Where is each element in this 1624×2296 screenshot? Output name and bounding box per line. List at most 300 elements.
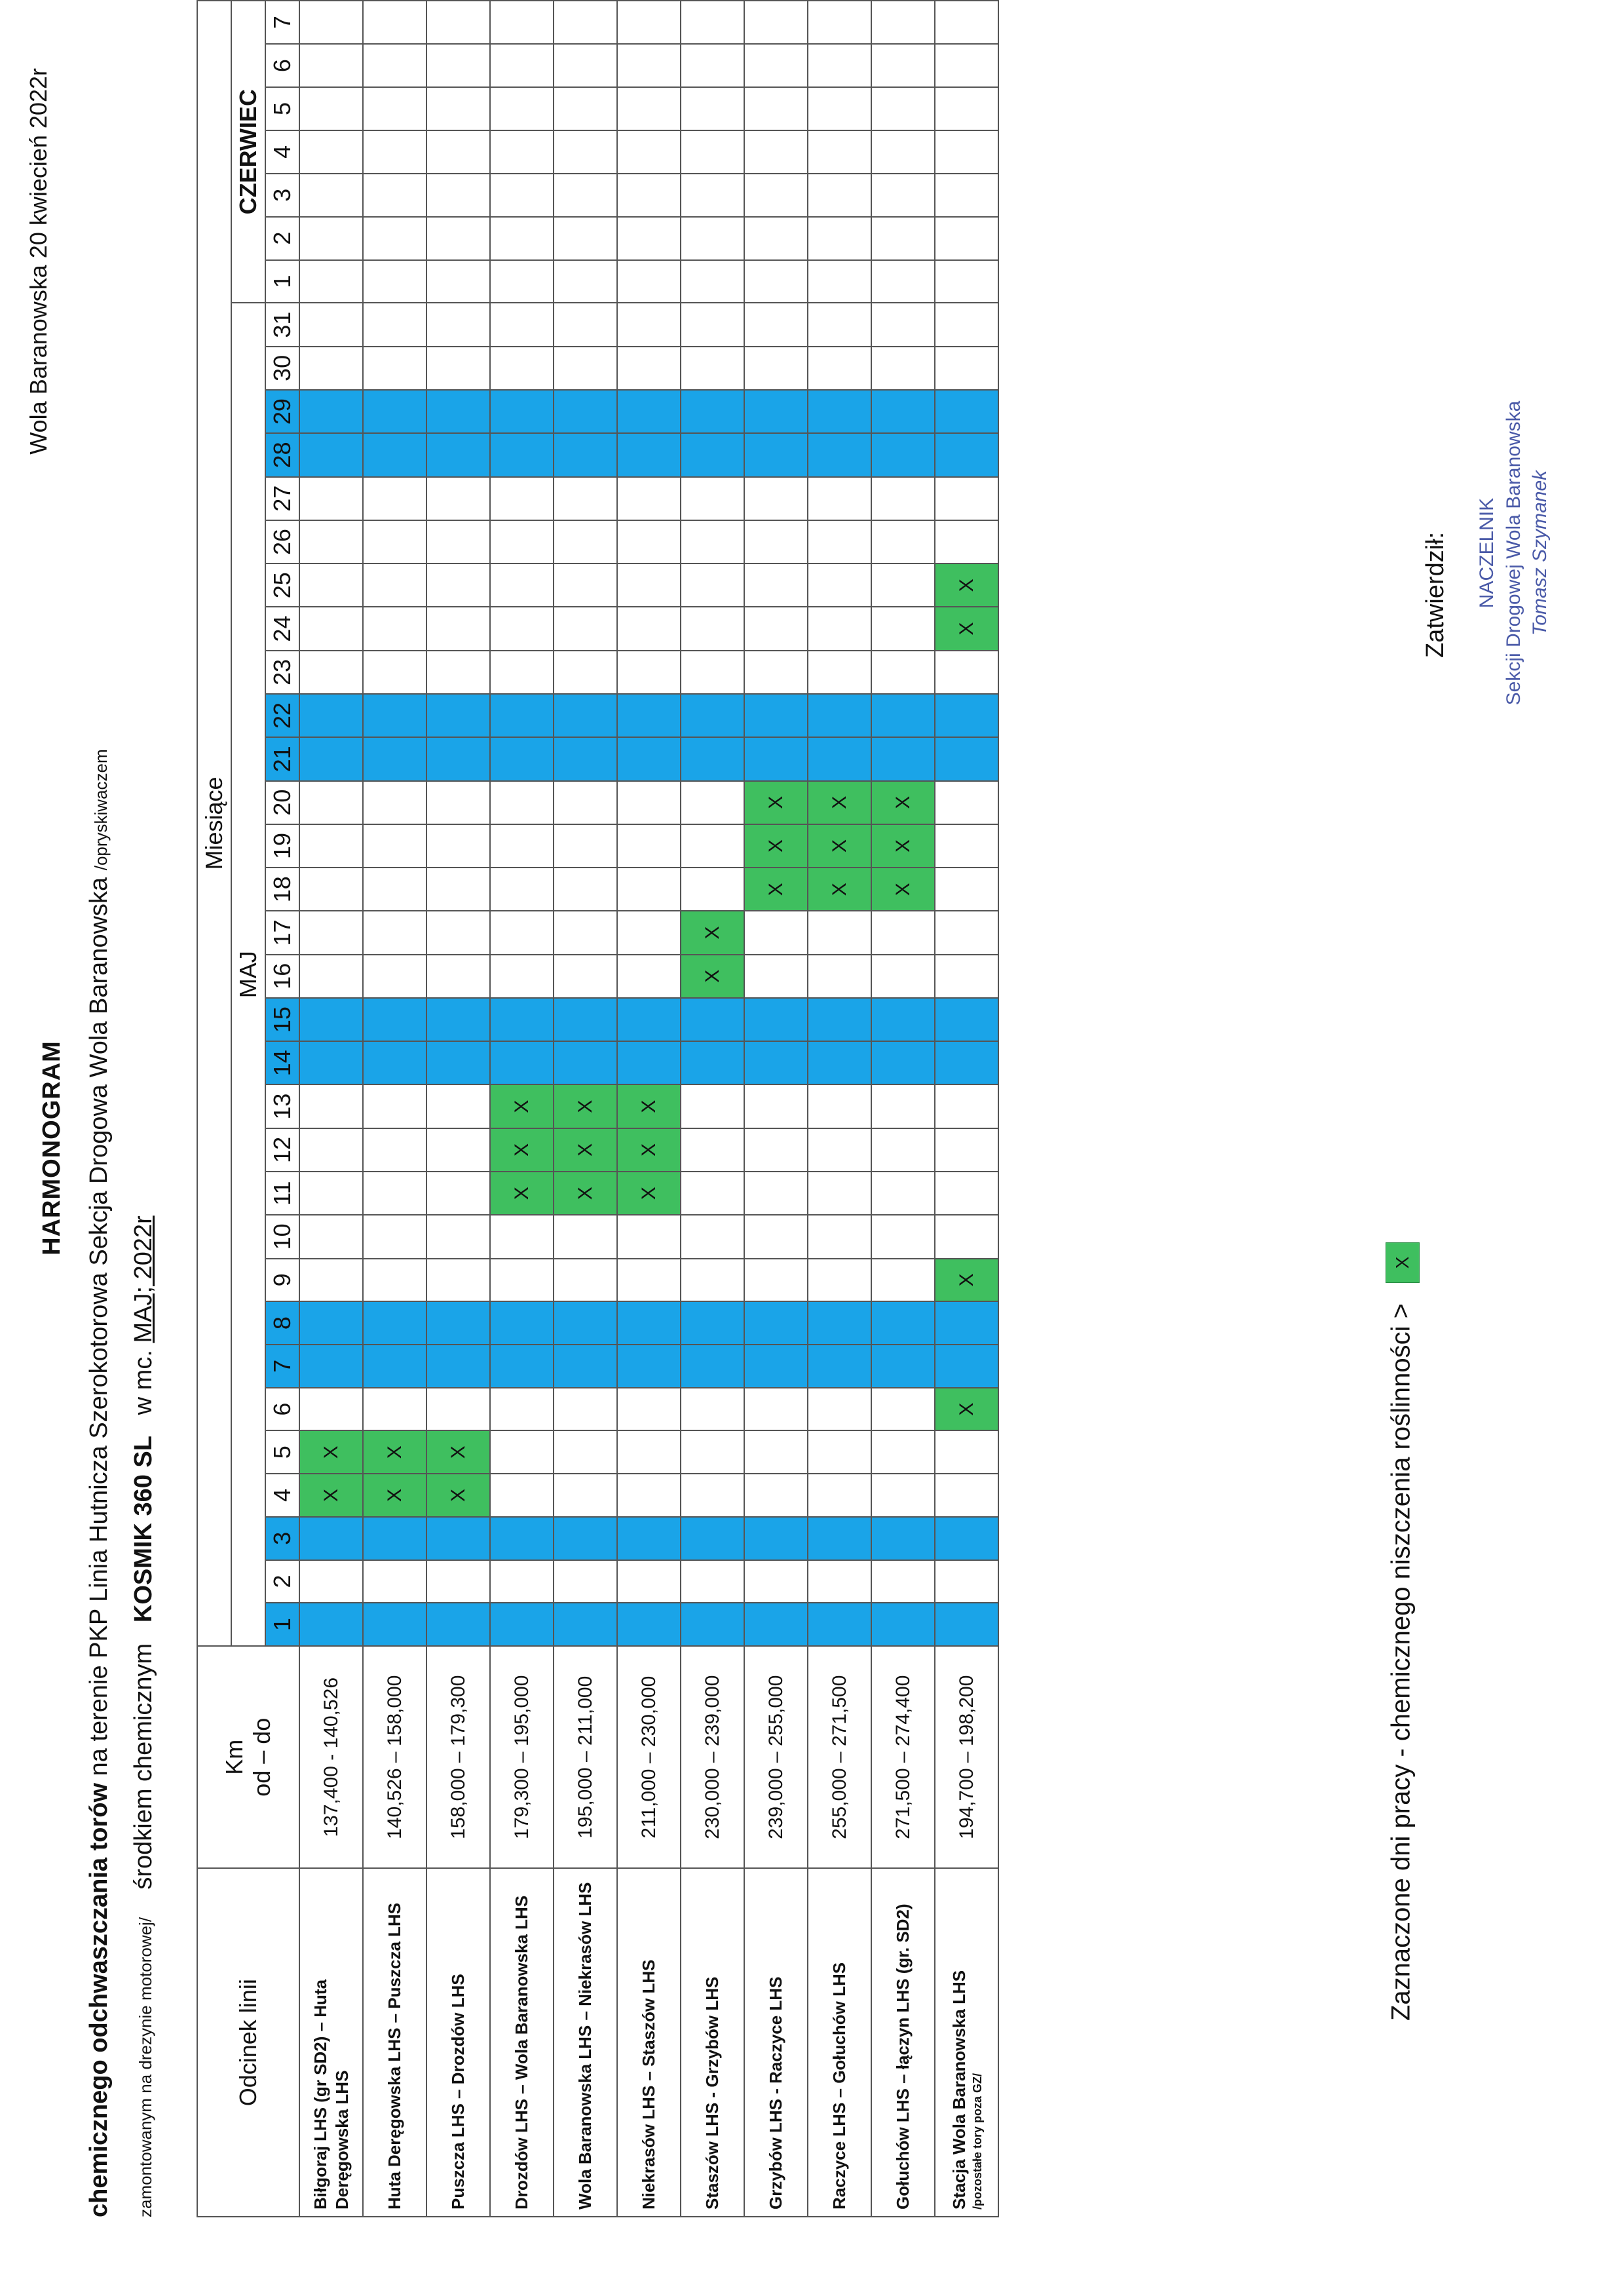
day-cell	[617, 911, 681, 954]
day-off-cell	[363, 694, 426, 737]
day-cell	[299, 607, 363, 650]
km-range: 194,700 – 198,200	[935, 1646, 998, 1868]
day-off-cell	[871, 1517, 935, 1560]
day-cell	[363, 781, 426, 824]
day-cell	[554, 1474, 617, 1517]
day-cell	[426, 1172, 490, 1215]
day-cell	[299, 217, 363, 260]
day-cell	[935, 520, 998, 564]
day-cell	[871, 303, 935, 346]
day-cell	[808, 1388, 871, 1431]
day-off-cell	[554, 737, 617, 780]
km-range: 140,526 – 158,000	[363, 1646, 426, 1868]
day-cell	[871, 217, 935, 260]
day-cell	[744, 1128, 808, 1172]
work-day-mark: X	[617, 1128, 681, 1172]
day-off-cell	[871, 1041, 935, 1084]
day-cell	[744, 260, 808, 303]
day-cell	[871, 1388, 935, 1431]
day-cell	[299, 1172, 363, 1215]
day-cell	[299, 1128, 363, 1172]
day-cell	[490, 87, 554, 130]
day-cell	[744, 955, 808, 998]
day-cell	[935, 174, 998, 217]
day-off-cell	[426, 1345, 490, 1388]
day-off-cell	[744, 998, 808, 1041]
day-cell	[935, 1084, 998, 1128]
day-off-cell	[681, 433, 744, 476]
day-cell	[490, 1430, 554, 1474]
day-cell	[871, 651, 935, 694]
day-cell	[299, 347, 363, 390]
segment-label: Wola Baranowska LHS – Niekrasów LHS	[575, 1882, 595, 2210]
day-cell	[490, 130, 554, 174]
day-off-cell	[490, 1041, 554, 1084]
day-cell	[681, 781, 744, 824]
day-cell	[490, 1259, 554, 1302]
day-cell	[808, 1215, 871, 1258]
day-cell	[617, 955, 681, 998]
product-name: KOSMIK 360 SL	[130, 1436, 157, 1623]
day-cell	[681, 260, 744, 303]
day-cell	[363, 564, 426, 607]
day-cell	[744, 303, 808, 346]
work-day-mark: X	[808, 781, 871, 824]
day-cell	[935, 911, 998, 954]
day-cell	[935, 303, 998, 346]
day-off-cell	[681, 1041, 744, 1084]
day-cell	[617, 87, 681, 130]
day-cell	[617, 44, 681, 87]
day-cell	[681, 174, 744, 217]
day-cell	[744, 217, 808, 260]
work-day-mark: X	[299, 1474, 363, 1517]
day-off-cell	[426, 998, 490, 1041]
day-cell	[681, 564, 744, 607]
day-off-cell	[744, 1345, 808, 1388]
day-cell	[808, 1430, 871, 1474]
segment-label: Raczyce LHS – Gołuchów LHS	[829, 1962, 850, 2210]
day-cell	[681, 824, 744, 868]
day-cell	[744, 520, 808, 564]
day-cell	[871, 1084, 935, 1128]
day-cell	[426, 1084, 490, 1128]
day-cell	[490, 477, 554, 520]
day-cell	[490, 174, 554, 217]
schedule-body	[299, 1, 998, 2217]
day-cell	[554, 1259, 617, 1302]
day-cell	[617, 174, 681, 217]
day-cell	[617, 1474, 681, 1517]
day-off-cell	[808, 1345, 871, 1388]
day-cell	[744, 1172, 808, 1215]
day-off-cell	[363, 1345, 426, 1388]
segment-label: Drozdów LHS – Wola Baranowska LHS	[512, 1895, 532, 2210]
day-header: 10	[265, 1215, 299, 1258]
day-off-cell	[681, 390, 744, 433]
day-cell	[426, 44, 490, 87]
day-header: 19	[265, 824, 299, 868]
day-cell	[744, 564, 808, 607]
day-cell	[490, 911, 554, 954]
day-cell	[681, 217, 744, 260]
day-cell	[617, 824, 681, 868]
day-off-cell	[617, 433, 681, 476]
work-day-mark: X	[871, 824, 935, 868]
day-off-cell	[871, 433, 935, 476]
day-cell	[490, 1388, 554, 1431]
document-title: HARMONOGRAM	[38, 1041, 66, 1255]
day-cell	[299, 1084, 363, 1128]
segment-label: Puszcza LHS – Drozdów LHS	[448, 1974, 468, 2210]
day-cell	[426, 911, 490, 954]
day-cell	[681, 347, 744, 390]
day-header: 3	[265, 1517, 299, 1560]
day-off-cell	[681, 1301, 744, 1345]
day-cell	[871, 1, 935, 44]
day-cell	[426, 87, 490, 130]
day-cell	[363, 1084, 426, 1128]
day-header: 7	[265, 1345, 299, 1388]
day-cell	[744, 1215, 808, 1258]
day-off-cell	[744, 1603, 808, 1646]
day-cell	[299, 1, 363, 44]
day-cell	[554, 1215, 617, 1258]
subtitle-small: /opryskiwaczem	[91, 749, 111, 871]
day-off-cell	[935, 1301, 998, 1345]
day-cell	[426, 347, 490, 390]
day-header: 17	[265, 911, 299, 954]
day-cell	[681, 1084, 744, 1128]
subtitle-line	[85, 55, 113, 2217]
day-off-cell	[808, 1603, 871, 1646]
day-cell	[871, 1259, 935, 1302]
day-cell	[426, 1, 490, 44]
day-cell	[617, 520, 681, 564]
table-row	[426, 1, 490, 2217]
day-off-cell	[935, 1345, 998, 1388]
day-cell	[490, 1215, 554, 1258]
day-off-cell	[935, 1603, 998, 1646]
day-cell	[363, 477, 426, 520]
day-cell	[299, 781, 363, 824]
day-cell	[554, 1560, 617, 1603]
day-header: 30	[265, 347, 299, 390]
segment-name	[744, 1868, 808, 2217]
day-cell	[935, 260, 998, 303]
day-off-cell	[871, 737, 935, 780]
day-cell	[681, 87, 744, 130]
day-cell	[935, 1, 998, 44]
day-off-cell	[554, 694, 617, 737]
day-header: 22	[265, 694, 299, 737]
day-header: 29	[265, 390, 299, 433]
day-header: 21	[265, 737, 299, 780]
day-cell	[617, 868, 681, 911]
day-off-cell	[935, 433, 998, 476]
day-off-cell	[299, 1517, 363, 1560]
day-cell	[808, 347, 871, 390]
day-off-cell	[426, 433, 490, 476]
day-off-cell	[490, 433, 554, 476]
day-off-cell	[935, 998, 998, 1041]
work-day-mark: X	[490, 1172, 554, 1215]
day-cell	[299, 911, 363, 954]
day-off-cell	[363, 998, 426, 1041]
day-off-cell	[617, 694, 681, 737]
day-cell	[681, 130, 744, 174]
day-cell	[744, 1, 808, 44]
day-cell	[744, 44, 808, 87]
day-cell	[617, 477, 681, 520]
day-cell	[871, 347, 935, 390]
day-cell	[617, 130, 681, 174]
day-cell	[363, 607, 426, 650]
segment-sublabel: /pozostałe tory poza GZ/	[970, 2073, 984, 2210]
day-off-cell	[426, 1041, 490, 1084]
day-cell	[299, 651, 363, 694]
day-cell	[426, 130, 490, 174]
day-cell	[363, 1215, 426, 1258]
day-cell	[299, 564, 363, 607]
work-day-mark: X	[554, 1172, 617, 1215]
segment-label: Niekrasów LHS – Staszów LHS	[639, 1959, 659, 2210]
day-cell	[554, 260, 617, 303]
approval-stamp	[1474, 370, 1554, 737]
day-cell	[935, 651, 998, 694]
segment-name	[490, 1868, 554, 2217]
day-cell	[554, 174, 617, 217]
work-day-mark: X	[554, 1128, 617, 1172]
day-cell	[363, 868, 426, 911]
day-header: 20	[265, 781, 299, 824]
day-cell	[554, 651, 617, 694]
work-day-mark: X	[808, 868, 871, 911]
day-cell	[808, 217, 871, 260]
day-cell	[744, 651, 808, 694]
day-cell	[490, 1, 554, 44]
day-cell	[808, 911, 871, 954]
day-off-cell	[554, 1041, 617, 1084]
day-cell	[871, 44, 935, 87]
day-cell	[554, 303, 617, 346]
day-off-cell	[617, 1301, 681, 1345]
day-cell	[681, 1128, 744, 1172]
day-cell	[554, 87, 617, 130]
segment-label: Staszów LHS - Grzybów LHS	[702, 1976, 723, 2210]
day-off-cell	[554, 1517, 617, 1560]
day-cell	[871, 1128, 935, 1172]
day-off-cell	[871, 390, 935, 433]
day-off-cell	[617, 1517, 681, 1560]
km-range: 255,000 – 271,500	[808, 1646, 871, 1868]
work-day-mark: X	[681, 955, 744, 998]
day-cell	[426, 1259, 490, 1302]
day-off-cell	[617, 390, 681, 433]
day-cell	[681, 477, 744, 520]
day-off-cell	[808, 390, 871, 433]
day-cell	[617, 1, 681, 44]
schedule-table	[197, 0, 999, 2217]
day-header: 3	[265, 174, 299, 217]
day-off-cell	[554, 1345, 617, 1388]
day-cell	[871, 1172, 935, 1215]
day-cell	[554, 607, 617, 650]
day-cell	[808, 44, 871, 87]
day-cell	[299, 44, 363, 87]
work-day-mark: X	[935, 1388, 998, 1431]
day-cell	[363, 1560, 426, 1603]
day-cell	[617, 607, 681, 650]
day-cell	[681, 607, 744, 650]
day-cell	[808, 1084, 871, 1128]
day-off-cell	[554, 1301, 617, 1345]
day-cell	[554, 911, 617, 954]
day-off-cell	[299, 1301, 363, 1345]
day-cell	[808, 1172, 871, 1215]
km-range: 158,000 – 179,300	[426, 1646, 490, 1868]
segment-name	[426, 1868, 490, 2217]
day-cell	[935, 868, 998, 911]
day-cell	[363, 651, 426, 694]
day-cell	[935, 217, 998, 260]
day-cell	[363, 911, 426, 954]
day-off-cell	[617, 737, 681, 780]
segment-label: Biłgoraj LHS (gr SD2) – Huta Deręgowska LHS	[311, 1979, 352, 2210]
km-range: 179,300 – 195,000	[490, 1646, 554, 1868]
day-cell	[299, 1388, 363, 1431]
day-cell	[299, 955, 363, 998]
day-cell	[871, 520, 935, 564]
day-off-cell	[744, 1041, 808, 1084]
day-cell	[935, 1215, 998, 1258]
day-cell	[363, 1388, 426, 1431]
day-cell	[299, 1560, 363, 1603]
day-cell	[808, 1, 871, 44]
day-cell	[808, 303, 871, 346]
day-header: 7	[265, 1, 299, 44]
day-off-cell	[490, 694, 554, 737]
day-cell	[363, 347, 426, 390]
work-day-mark: X	[808, 824, 871, 868]
day-cell	[299, 174, 363, 217]
day-cell	[617, 217, 681, 260]
day-cell	[681, 651, 744, 694]
day-off-cell	[808, 1041, 871, 1084]
day-off-cell	[299, 1041, 363, 1084]
day-off-cell	[681, 1345, 744, 1388]
day-cell	[426, 1560, 490, 1603]
day-cell	[617, 1560, 681, 1603]
km-range: 137,400 - 140,526	[299, 1646, 363, 1868]
km-range: 195,000 – 211,000	[554, 1646, 617, 1868]
table-row	[363, 1, 426, 2217]
day-cell	[363, 1172, 426, 1215]
day-cell	[617, 260, 681, 303]
segment-name	[554, 1868, 617, 2217]
work-day-mark: X	[490, 1084, 554, 1128]
day-cell	[681, 1560, 744, 1603]
day-cell	[426, 303, 490, 346]
day-off-cell	[363, 433, 426, 476]
day-cell	[490, 651, 554, 694]
day-cell	[426, 607, 490, 650]
day-cell	[935, 1560, 998, 1603]
day-cell	[808, 651, 871, 694]
day-off-cell	[554, 433, 617, 476]
day-off-cell	[617, 998, 681, 1041]
day-off-cell	[490, 1345, 554, 1388]
work-day-mark: X	[617, 1084, 681, 1128]
day-cell	[490, 824, 554, 868]
day-cell	[554, 781, 617, 824]
table-row	[871, 1, 935, 2217]
work-day-mark: X	[935, 607, 998, 650]
day-cell	[554, 824, 617, 868]
day-off-cell	[808, 998, 871, 1041]
day-off-cell	[681, 694, 744, 737]
work-day-mark: X	[935, 1259, 998, 1302]
day-off-cell	[363, 1517, 426, 1560]
day-cell	[871, 260, 935, 303]
day-cell	[744, 1560, 808, 1603]
day-cell	[554, 868, 617, 911]
day-cell	[681, 1259, 744, 1302]
day-off-cell	[554, 390, 617, 433]
day-header: 23	[265, 651, 299, 694]
day-cell	[935, 1172, 998, 1215]
day-cell	[426, 217, 490, 260]
day-off-cell	[617, 1345, 681, 1388]
table-row	[808, 1, 871, 2217]
day-off-cell	[617, 1603, 681, 1646]
day-off-cell	[363, 390, 426, 433]
day-cell	[681, 1172, 744, 1215]
day-cell	[871, 955, 935, 998]
day-off-cell	[935, 390, 998, 433]
day-header: 6	[265, 44, 299, 87]
table-row	[744, 1, 808, 2217]
legend	[1386, 1242, 1420, 2021]
day-off-cell	[871, 1603, 935, 1646]
day-off-cell	[808, 433, 871, 476]
product-line	[130, 55, 158, 2217]
work-day-mark: X	[681, 911, 744, 954]
day-off-cell	[681, 1517, 744, 1560]
day-cell	[299, 130, 363, 174]
agent-text: środkiem chemicznym	[130, 1643, 157, 1890]
day-header: 27	[265, 477, 299, 520]
day-header: 8	[265, 1301, 299, 1345]
day-cell	[808, 174, 871, 217]
stamp-unit: Sekcji Drogowej Wola Baranowska	[1502, 400, 1524, 706]
day-cell	[299, 1215, 363, 1258]
segment-name	[681, 1868, 744, 2217]
stamp-name: Tomasz Szymanek	[1529, 470, 1551, 636]
work-day-mark: X	[554, 1084, 617, 1128]
day-cell	[681, 1430, 744, 1474]
day-off-cell	[681, 737, 744, 780]
legend-swatch: X	[1386, 1242, 1420, 1283]
day-cell	[744, 1474, 808, 1517]
day-header: 1	[265, 260, 299, 303]
table-row	[299, 1, 363, 2217]
day-cell	[554, 217, 617, 260]
day-cell	[617, 303, 681, 346]
day-off-cell	[299, 694, 363, 737]
col-km-header: Km od – do	[197, 1646, 299, 1868]
day-cell	[808, 130, 871, 174]
